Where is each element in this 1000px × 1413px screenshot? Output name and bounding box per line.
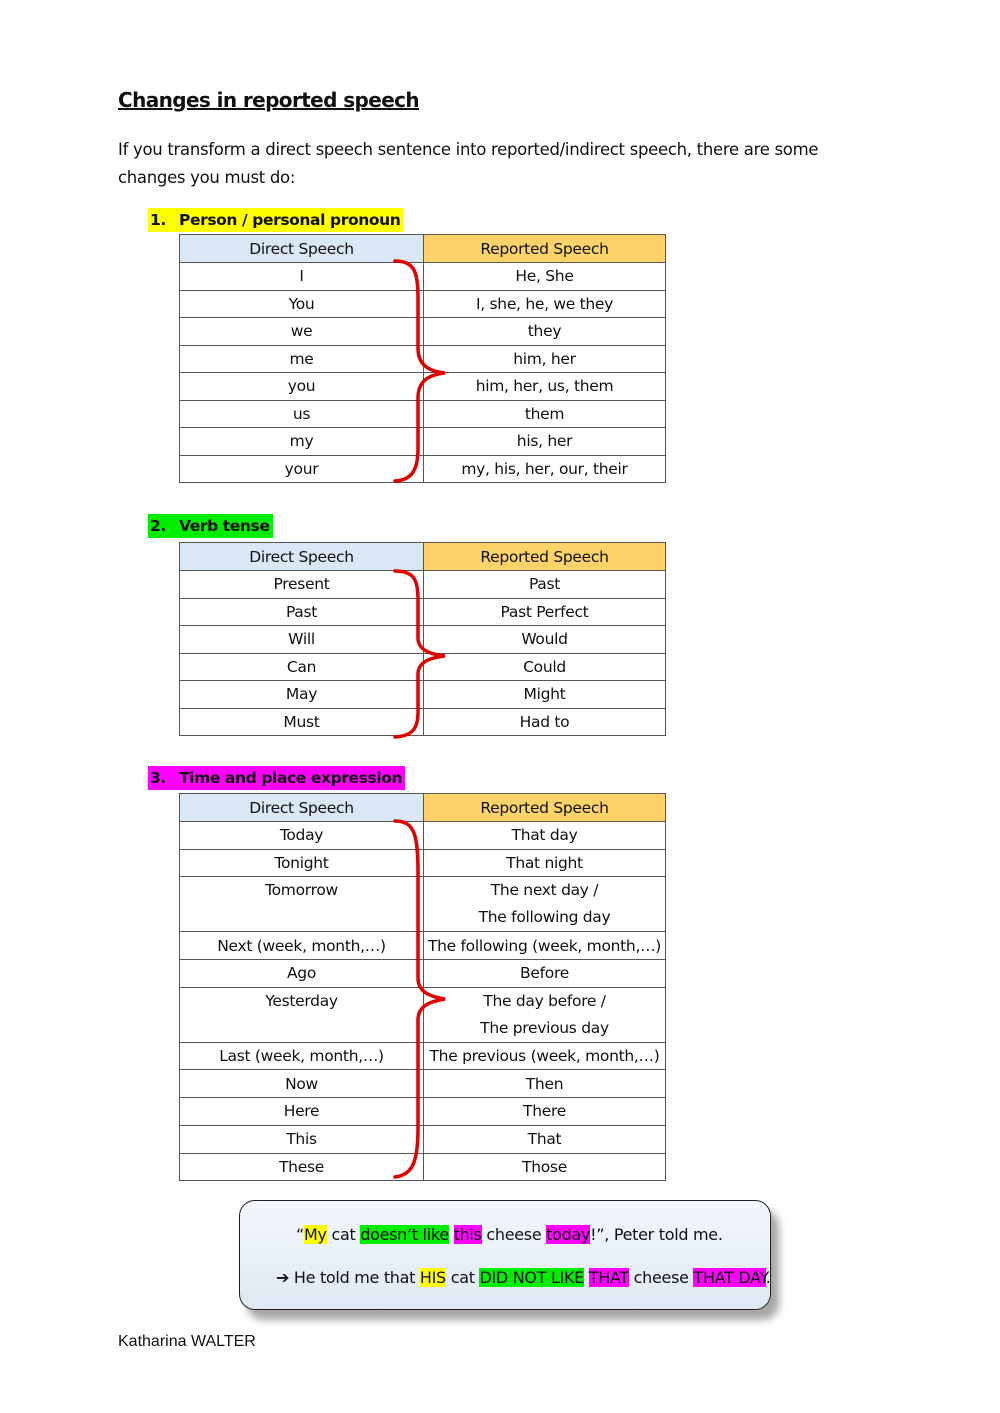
direct-cell: Yesterday bbox=[180, 987, 424, 1042]
direct-cell: Past bbox=[180, 598, 424, 626]
direct-cell: Tonight bbox=[180, 849, 424, 877]
direct-cell: Today bbox=[180, 822, 424, 850]
reported-cell: them bbox=[424, 400, 666, 428]
author-name: Katharina WALTER bbox=[118, 1333, 256, 1350]
table-header-row bbox=[180, 543, 666, 571]
reported-cell: him, her bbox=[424, 345, 666, 373]
direct-cell: Present bbox=[180, 571, 424, 599]
reported-cell: That day bbox=[424, 822, 666, 850]
page-title: Changes in reported speech bbox=[118, 88, 420, 112]
direct-cell: Must bbox=[180, 708, 424, 736]
highlight-verb: doesn’t like bbox=[360, 1225, 449, 1244]
reported-speech-header: Reported Speech bbox=[424, 235, 666, 263]
section-1-title: Person / personal pronoun bbox=[179, 211, 401, 229]
section-1-number: 1. bbox=[150, 211, 166, 229]
direct-cell: These bbox=[180, 1153, 424, 1181]
direct-cell: You bbox=[180, 290, 424, 318]
reported-cell: He, She bbox=[424, 263, 666, 291]
reported-line-2: The previous day bbox=[480, 1018, 609, 1037]
highlight-verb: DID NOT LIKE bbox=[479, 1268, 584, 1287]
text-part: cheese bbox=[481, 1225, 547, 1244]
open-quote: “ bbox=[296, 1225, 304, 1244]
reported-line-1: The next day / bbox=[490, 881, 599, 900]
section-2-number: 2. bbox=[150, 517, 166, 535]
reported-cell: Past Perfect bbox=[424, 598, 666, 626]
reported-cell: my, his, her, our, their bbox=[424, 455, 666, 483]
example-box bbox=[239, 1200, 771, 1310]
reported-speech-header: Reported Speech bbox=[424, 543, 666, 571]
direct-cell: This bbox=[180, 1125, 424, 1153]
arrow-right-icon: ➔ bbox=[276, 1268, 290, 1287]
reported-cell: his, her bbox=[424, 428, 666, 456]
direct-cell: you bbox=[180, 373, 424, 401]
section-1-heading bbox=[148, 208, 403, 232]
text-part: cat bbox=[445, 1268, 480, 1287]
reported-cell: Those bbox=[424, 1153, 666, 1181]
reported-cell: Might bbox=[424, 681, 666, 709]
reported-line-1: The day before / bbox=[483, 991, 606, 1010]
reported-cell: I, she, he, we they bbox=[424, 290, 666, 318]
direct-cell: I bbox=[180, 263, 424, 291]
text-part: !”, Peter told me. bbox=[590, 1225, 723, 1244]
direct-cell: Next (week, month,…) bbox=[180, 932, 424, 960]
highlight-place: THAT bbox=[588, 1268, 629, 1287]
direct-cell: us bbox=[180, 400, 424, 428]
section-3-heading bbox=[148, 766, 405, 790]
direct-cell: Now bbox=[180, 1070, 424, 1098]
direct-speech-header: Direct Speech bbox=[180, 543, 424, 571]
highlight-time: THAT DAY bbox=[693, 1268, 766, 1287]
reported-cell: There bbox=[424, 1098, 666, 1126]
text-part: . bbox=[765, 1268, 771, 1287]
direct-speech-header: Direct Speech bbox=[180, 794, 424, 822]
section-3-title: Time and place expression bbox=[179, 769, 403, 787]
reported-line-2: The following day bbox=[478, 908, 611, 927]
reported-cell: Could bbox=[424, 653, 666, 681]
section-2-heading bbox=[148, 514, 273, 538]
curly-brace-icon bbox=[390, 568, 460, 740]
text-part: He told me that bbox=[289, 1268, 420, 1287]
direct-cell: Will bbox=[180, 626, 424, 654]
reported-cell: The previous (week, month,…) bbox=[424, 1042, 666, 1070]
intro-paragraph: If you transform a direct speech sentence into reported/indirect speech, there are some changes you must do: bbox=[118, 140, 819, 187]
reported-cell: Then bbox=[424, 1070, 666, 1098]
direct-cell: Can bbox=[180, 653, 424, 681]
text-part: cat bbox=[326, 1225, 361, 1244]
reported-cell: him, her, us, them bbox=[424, 373, 666, 401]
reported-cell: Past bbox=[424, 571, 666, 599]
direct-speech-header: Direct Speech bbox=[180, 235, 424, 263]
reported-cell: Would bbox=[424, 626, 666, 654]
reported-cell: Had to bbox=[424, 708, 666, 736]
reported-cell: That night bbox=[424, 849, 666, 877]
curly-brace-icon bbox=[390, 258, 460, 484]
highlight-pronoun: My bbox=[304, 1225, 327, 1244]
section-2-title: Verb tense bbox=[179, 517, 270, 535]
direct-cell: me bbox=[180, 345, 424, 373]
direct-cell: we bbox=[180, 318, 424, 346]
text-part bbox=[449, 1225, 454, 1244]
reported-cell: The following (week, month,…) bbox=[424, 932, 666, 960]
example-direct-sentence bbox=[296, 1225, 723, 1244]
highlight-pronoun: HIS bbox=[419, 1268, 446, 1287]
direct-cell: Ago bbox=[180, 960, 424, 988]
curly-brace-icon bbox=[390, 818, 460, 1180]
reported-cell: That bbox=[424, 1125, 666, 1153]
highlight-time: today bbox=[546, 1225, 591, 1244]
direct-cell: your bbox=[180, 455, 424, 483]
direct-cell: Here bbox=[180, 1098, 424, 1126]
direct-cell: Last (week, month,…) bbox=[180, 1042, 424, 1070]
reported-speech-header: Reported Speech bbox=[424, 794, 666, 822]
reported-cell: Before bbox=[424, 960, 666, 988]
section-3-number: 3. bbox=[150, 769, 166, 787]
reported-cell: they bbox=[424, 318, 666, 346]
highlight-place: this bbox=[453, 1225, 482, 1244]
text-part: cheese bbox=[628, 1268, 694, 1287]
direct-cell: my bbox=[180, 428, 424, 456]
direct-cell: Tomorrow bbox=[180, 877, 424, 932]
example-reported-sentence bbox=[276, 1268, 771, 1287]
direct-cell: May bbox=[180, 681, 424, 709]
